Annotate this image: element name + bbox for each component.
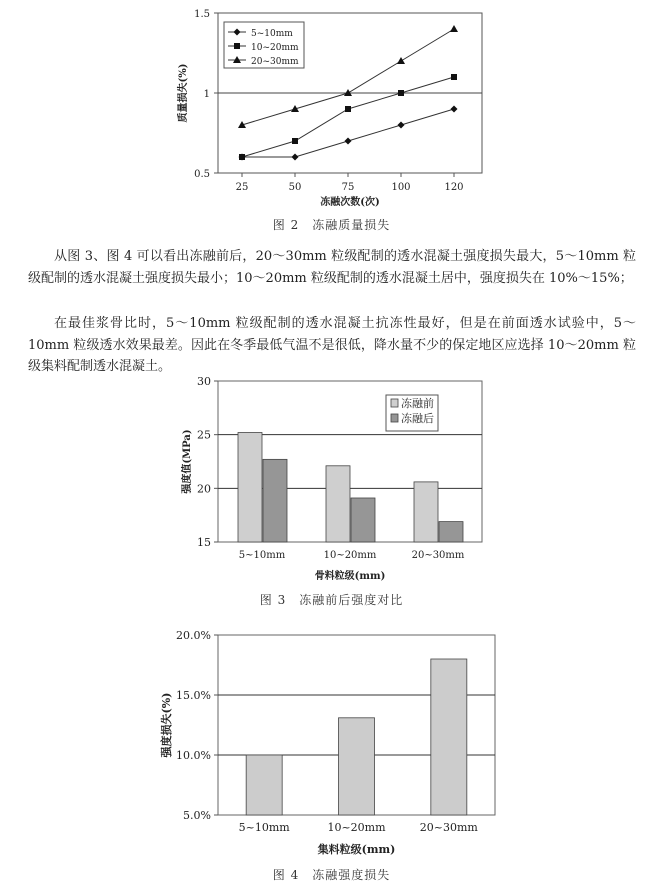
- legend-label: 20~30mm: [251, 57, 299, 67]
- data-point: [398, 90, 404, 96]
- x-tick-label: 10~20mm: [323, 550, 377, 561]
- paragraph-1: 从图 3、图 4 可以看出冻融前后，20～30mm 粒级配制的透水混凝土强度损失最大，5～10mm 粒级配制的透水混凝土强度损失最小；10～20mm 粒级配制的透水混凝土居中，强度损失在 10%～15%；: [28, 249, 636, 286]
- y-tick-label: 15.0%: [176, 689, 211, 702]
- y-axis-label: 质量损失(%): [178, 63, 189, 123]
- y-tick-label: 25: [197, 428, 211, 442]
- y-tick-label: 1: [203, 89, 210, 100]
- data-point: [345, 138, 352, 145]
- series-line-1: [242, 109, 454, 157]
- x-axis-label: 骨料粒级(mm): [314, 571, 386, 582]
- bar: [431, 659, 467, 815]
- figure-4-caption: 图 4 冻融强度损失: [272, 868, 391, 882]
- freeze-thaw-mass-loss-chart: [170, 0, 490, 215]
- figure-2-caption: 图 2 冻融质量损失: [272, 218, 391, 232]
- data-point: [292, 138, 298, 144]
- bar-before: [326, 466, 350, 542]
- y-tick-label: 5.0%: [183, 809, 211, 822]
- data-point: [398, 122, 405, 129]
- paragraph-2: 在最佳浆骨比时，5～10mm 粒级配制的透水混凝土抗冻性最好，但是在前面透水试验中，5～10mm 粒级透水效果最差。因此在冬季最低气温不是很低，降水量不少的保定地区应选择 10～20mm 粒级集料配制透水混凝土。: [28, 316, 636, 374]
- figure-3-caption: 图 3 冻融前后强度对比: [259, 593, 404, 607]
- x-tick-label: 75: [341, 182, 355, 193]
- y-tick-label: 1.5: [194, 9, 210, 20]
- y-axis-label: 强度值(MPa): [182, 429, 193, 494]
- data-point: [397, 57, 405, 64]
- bar: [339, 718, 375, 815]
- x-tick-label: 20~30mm: [411, 550, 465, 561]
- data-point: [451, 106, 458, 113]
- data-point: [239, 154, 245, 160]
- legend-swatch: [391, 399, 398, 407]
- bar-after: [439, 522, 463, 542]
- x-tick-label: 120: [444, 182, 464, 193]
- legend-marker: [234, 43, 240, 49]
- x-tick-label: 20~30mm: [419, 821, 478, 834]
- x-tick-label: 5~10mm: [238, 550, 286, 561]
- figure-4: [150, 622, 500, 860]
- legend-label: 冻融前: [401, 397, 434, 410]
- y-tick-label: 0.5: [194, 169, 210, 180]
- data-point: [292, 154, 299, 161]
- bar-before: [238, 433, 262, 542]
- legend-label: 5~10mm: [251, 29, 293, 39]
- data-point: [451, 74, 457, 80]
- y-axis-label: 强度损失(%): [160, 692, 173, 758]
- x-tick-label: 25: [235, 182, 249, 193]
- y-tick-label: 20: [197, 482, 211, 496]
- legend-swatch: [391, 414, 398, 422]
- legend-label: 10~20mm: [251, 43, 299, 53]
- x-tick-label: 10~20mm: [327, 821, 386, 834]
- bar: [246, 755, 282, 815]
- x-tick-label: 5~10mm: [238, 821, 290, 834]
- bar-before: [414, 482, 438, 542]
- y-tick-label: 20.0%: [176, 629, 211, 642]
- x-tick-label: 100: [391, 182, 411, 193]
- bar-after: [263, 459, 287, 542]
- figure-3: [170, 373, 490, 588]
- x-tick-label: 50: [288, 182, 302, 193]
- x-axis-label: 冻融次数(次): [320, 197, 380, 208]
- data-point: [345, 106, 351, 112]
- legend-label: 冻融后: [401, 412, 434, 425]
- y-tick-label: 15: [197, 536, 211, 549]
- strength-comparison-chart: [170, 373, 490, 588]
- strength-loss-chart: [150, 622, 500, 860]
- data-point: [450, 25, 458, 32]
- y-tick-label: 10.0%: [176, 749, 211, 762]
- bar-after: [351, 498, 375, 542]
- y-tick-label: 30: [197, 375, 211, 388]
- figure-2: [170, 0, 490, 215]
- x-axis-label: 集料粒级(mm): [317, 843, 396, 856]
